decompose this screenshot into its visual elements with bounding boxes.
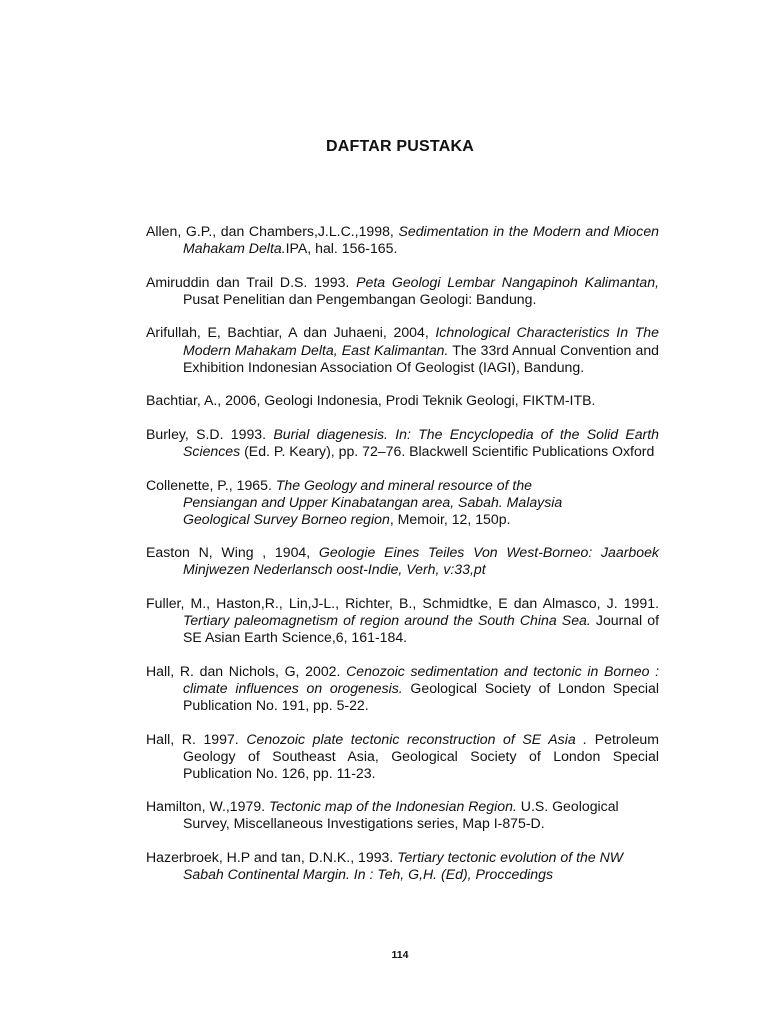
reference-item: Hall, R. dan Nichols, G, 2002. Cenozoic sedimentation and tectonic in Borneo : climate influences on orogenesis. Geological Society of London Special Publication No. 191, pp. 5-22. — [146, 662, 659, 713]
reference-item: Fuller, M., Haston,R., Lin,J-L., Richter, B., Schmidtke, E dan Almasco, J. 1991. Tertiary paleomagnetism of region around the South China Sea. Journal of SE Asian Earth Science,6, 161-184. — [146, 595, 660, 646]
reference-item: Hall, R. 1997. Cenozoic plate tectonic reconstruction of SE Asia . Petroleum Geology of Southeast Asia, Geological Society of London Special Publication No. 126, pp. 11-23. — [146, 730, 659, 781]
reference-item: Collenette, P., 1965. The Geology and mineral resource of the Pensiangan and Upper Kinabatangan area, Sabah. Malaysia Geological Survey Borneo region, Memoir, 12, 150p. — [146, 476, 563, 527]
reference-item: Allen, G.P., dan Chambers,J.L.C.,1998, Sedimentation in the Modern and Miocen Mahakam Delta.IPA, hal. 156-165. — [146, 223, 659, 257]
reference-item: Arifullah, E, Bachtiar, A dan Juhaeni, 2004, Ichnological Characteristics In The Modern Mahakam Delta, East Kalimantan. The 33rd Annual Convention and Exhibition Indonesian Association Of Geologist (IAGI), Bandung. — [146, 324, 659, 375]
reference-item: Hamilton, W.,1979. Tectonic map of the Indonesian Region. U.S. Geological Survey, Miscellaneous Investigations series, Map I-875-D. — [146, 798, 619, 832]
reference-list — [146, 209, 659, 900]
reference-item: Amiruddin dan Trail D.S. 1993. Peta Geologi Lembar Nangapinoh Kalimantan, Pusat Penelitian dan Pengembangan Geologi: Bandung. — [146, 273, 659, 307]
page-title: DAFTAR PUSTAKA — [326, 138, 474, 155]
page-number: 114 — [391, 949, 409, 961]
reference-item: Burley, S.D. 1993. Burial diagenesis. In: The Encyclopedia of the Solid Earth Sciences (Ed. P. Keary), pp. 72–76. Blackwell Scientific Publications Oxford — [146, 425, 659, 459]
reference-item: Easton N, Wing , 1904, Geologie Eines Teiles Von West-Borneo: Jaarboek Minjwezen Nederlansch oost-Indie, Verh, v:33,pt — [146, 544, 659, 578]
reference-item: Bachtiar, A., 2006, Geologi Indonesia, Prodi Teknik Geologi, FIKTM-ITB. — [146, 392, 596, 409]
reference-item: Hazerbroek, H.P and tan, D.N.K., 1993. Tertiary tectonic evolution of the NW Sabah Continental Margin. In : Teh, G,H. (Ed), Proccedings — [146, 849, 624, 883]
